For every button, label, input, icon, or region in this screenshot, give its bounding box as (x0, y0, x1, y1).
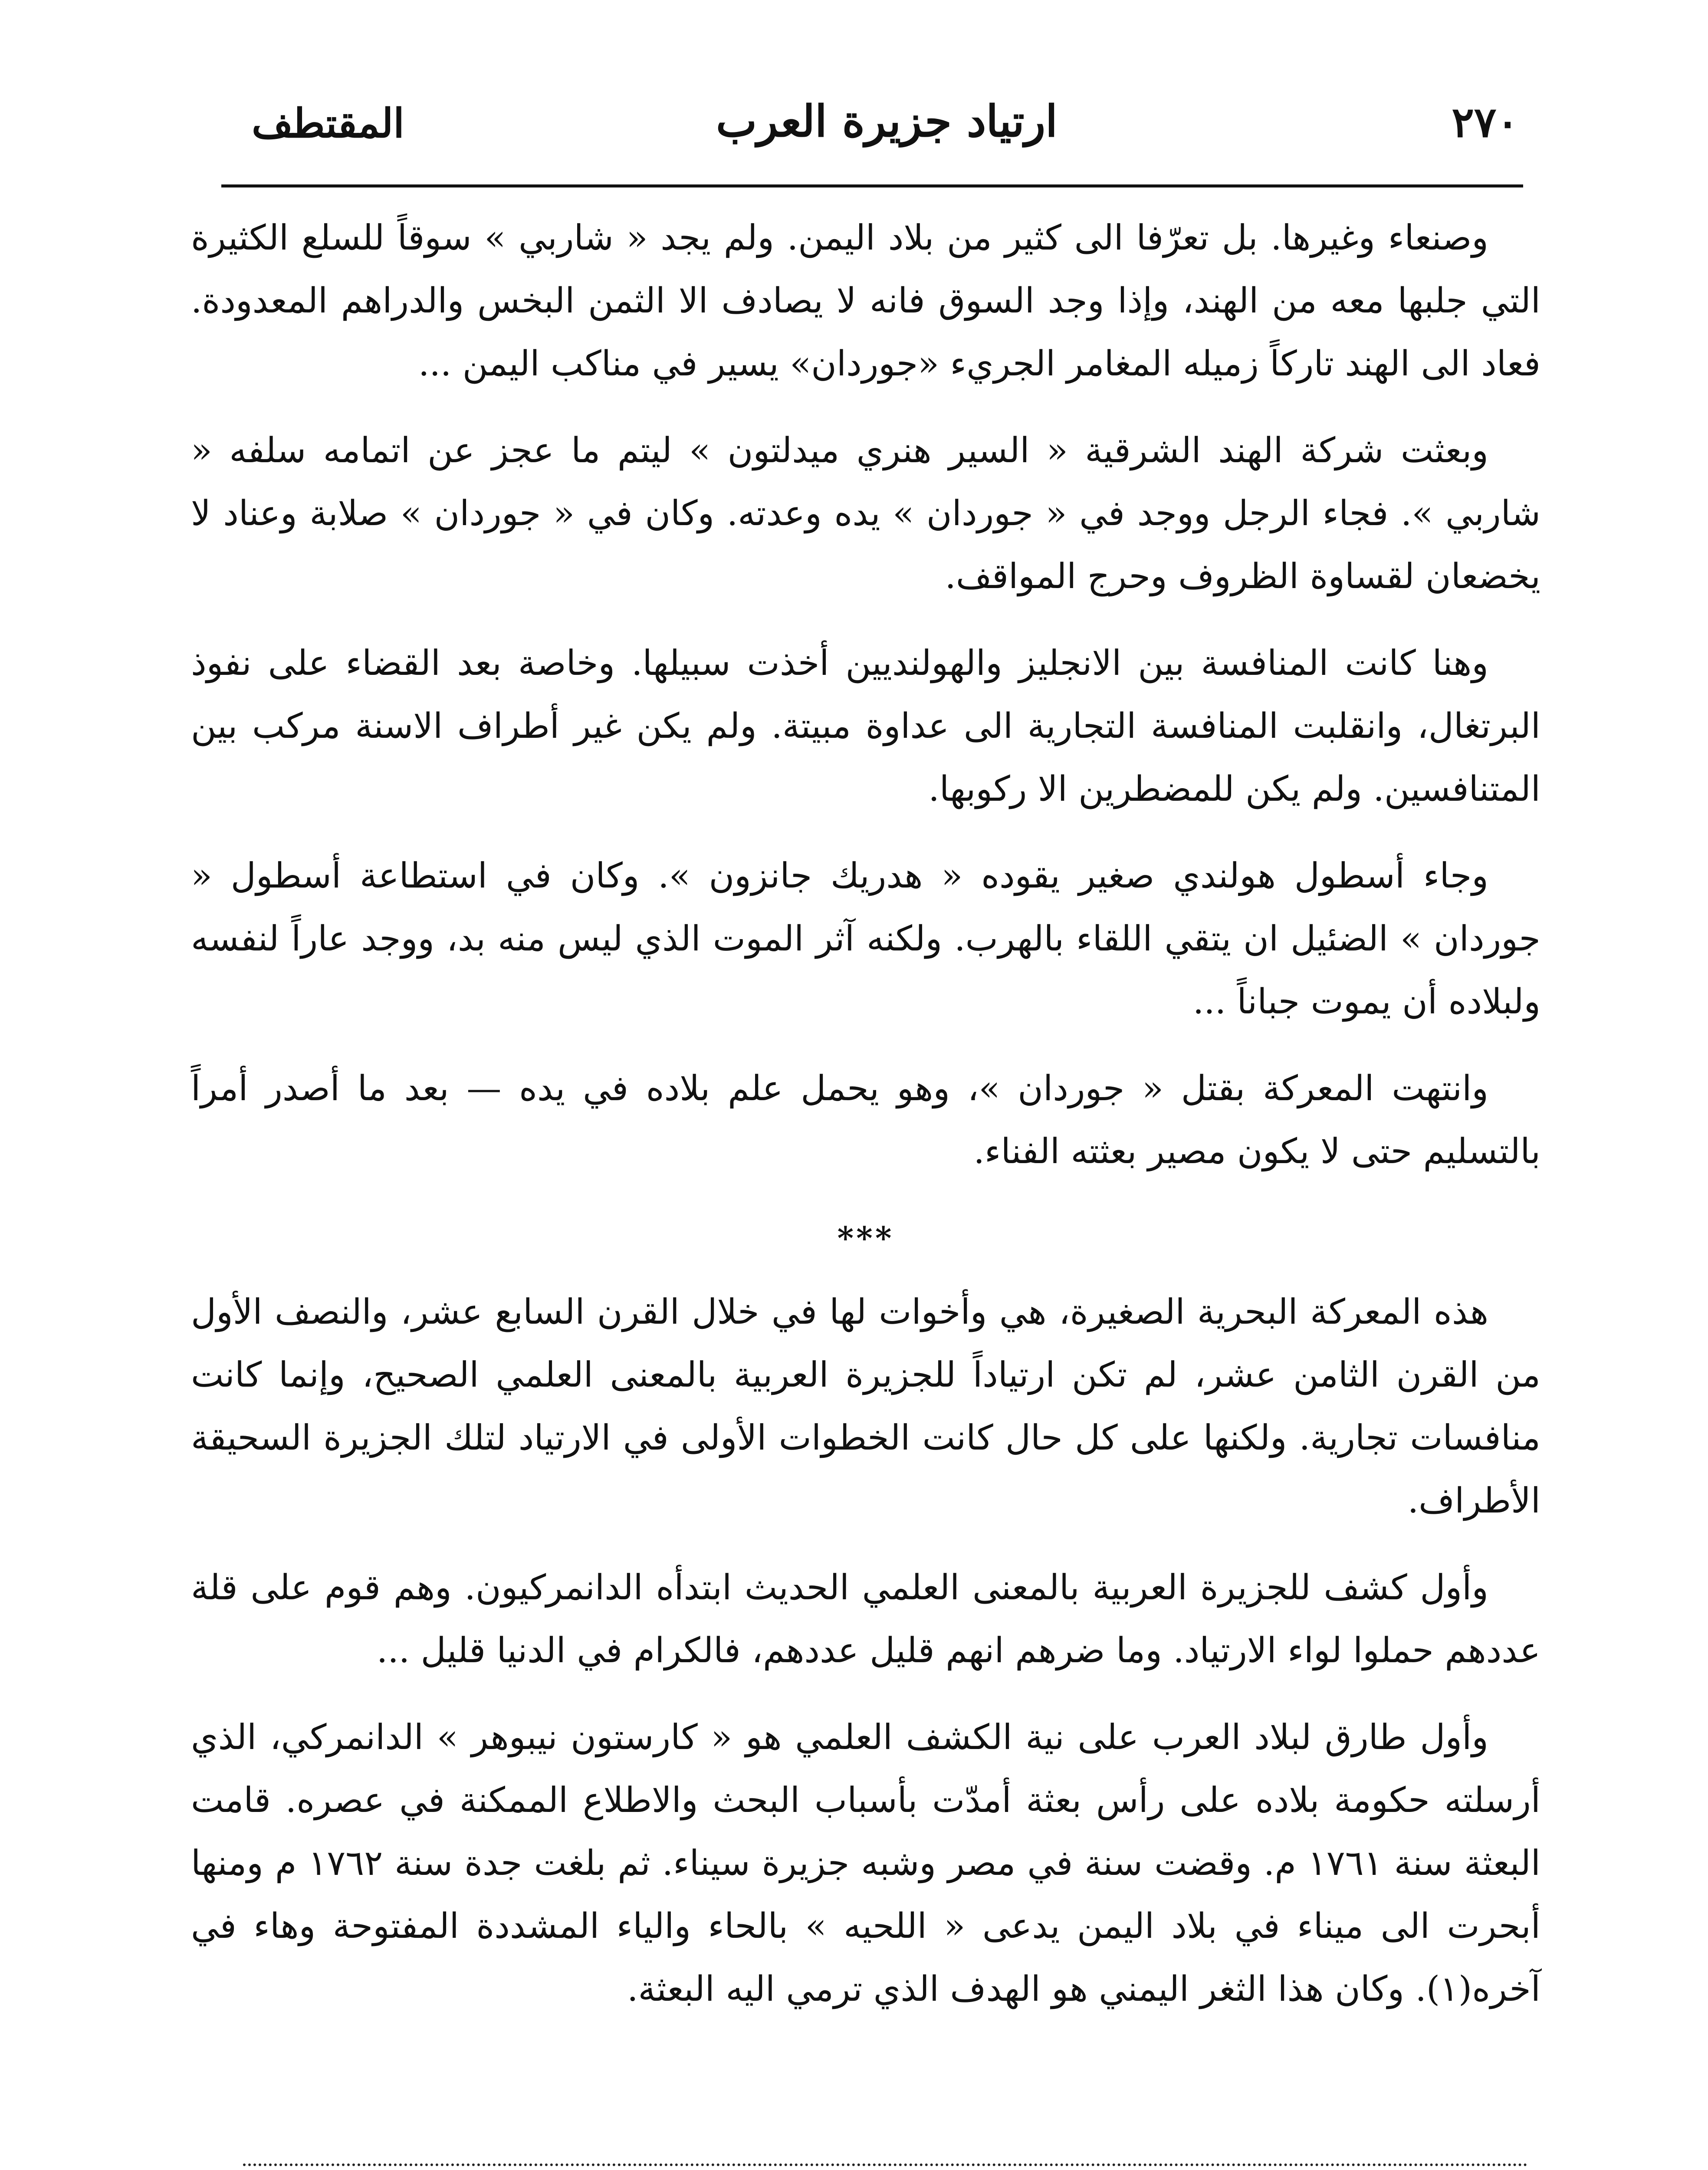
page-number: ٢٧٠ (1452, 98, 1519, 147)
paragraph: وصنعاء وغيرها. بل تعرّفا الى كثير من بلاد اليمن. ولم يجد « شاربي » سوقاً للسلع الكثيرة التي جلبها معه من الهند، وإذا وجد السوق فانه لا يصادف الا الثمن البخس والدراهم المعدودة. فعاد الى الهند تاركاً زميله المغامر الجريء «جوردان» يسير في مناكب اليمن ... (191, 217, 1540, 384)
footnote-rule (243, 2163, 1527, 2166)
paragraph: وأول كشف للجزيرة العربية بالمعنى العلمي الحديث ابتدأه الدانمركيون. وهم قوم على قلة عددهم حملوا لواء الارتياد. وما ضرهم انهم قليل عددهم، فالكرام في الدنيا قليل ... (191, 1567, 1540, 1670)
journal-name: المقتطف (252, 100, 404, 147)
running-header (217, 87, 1527, 161)
header-rule (221, 184, 1523, 187)
paragraph: وجاء أسطول هولندي صغير يقوده « هدريك جانزون ». وكان في استطاعة أسطول « جوردان » الضئيل ان يتقي اللقاء بالهرب. ولكنه آثر الموت الذي ليس منه بد، ووجد عاراً لنفسه ولبلاده أن يموت جباناً ... (191, 855, 1540, 1022)
paragraph: هذه المعركة البحرية الصغيرة، هي وأخوات لها في خلال القرن السابع عشر، والنصف الأول من القرن الثامن عشر، لم تكن ارتياداً للجزيرة العربية بالمعنى العلمي الصحيح، وإنما كانت منافسات تجارية. ولكنها على كل حال كانت الخطوات الأولى في الارتياد لتلك الجزيرة السحيقة الأطراف. (191, 1292, 1540, 1521)
paragraph: وهنا كانت المنافسة بين الانجليز والهولنديين أخذت سبيلها. وخاصة بعد القضاء على نفوذ البرتغال، وانقلبت المنافسة التجارية الى عداوة مبيتة. ولم يكن غير أطراف الاسنة مركب بين المتنافسين. ولم يكن للمضطرين الا ركوبها. (191, 643, 1540, 809)
body-text (191, 206, 1540, 2044)
article-title: ارتياد جزيرة العرب (716, 95, 1058, 147)
paragraph: وبعثت شركة الهند الشرقية « السير هنري ميدلتون » ليتم ما عجز عن اتمامه سلفه « شاربي ». فجاء الرجل ووجد في « جوردان » يده وعدته. وكان في « جوردان » صلابة وعناد لا يخضعان لقساوة الظروف وحرج المواقف. (191, 430, 1540, 596)
paragraph: وأول طارق لبلاد العرب على نية الكشف العلمي هو « كارستون نيبوهر » الدانمركي، الذي أرسلته حكومة بلاده على رأس بعثة أمدّت بأسباب البحث والاطلاع الممكنة في عصره. قامت البعثة سنة ١٧٦١ م. وقضت سنة في مصر وشبه جزيرة سيناء. ثم بلغت جدة سنة ١٧٦٢ م ومنها أبحرت الى ميناء في بلاد اليمن يدعى « اللحيه » بالحاء والياء المشددة المفتوحة وهاء في آخره(١). وكان هذا الثغر اليمني هو الهدف الذي ترمي اليه البعثة. (191, 1717, 1541, 2009)
paragraph: وانتهت المعركة بقتل « جوردان »، وهو يحمل علم بلاده في يده — بعد ما أصدر أمراً بالتسليم حتى لا يكون مصير بعثته الفناء. (191, 1068, 1540, 1171)
section-separator: *** (837, 1220, 894, 1256)
